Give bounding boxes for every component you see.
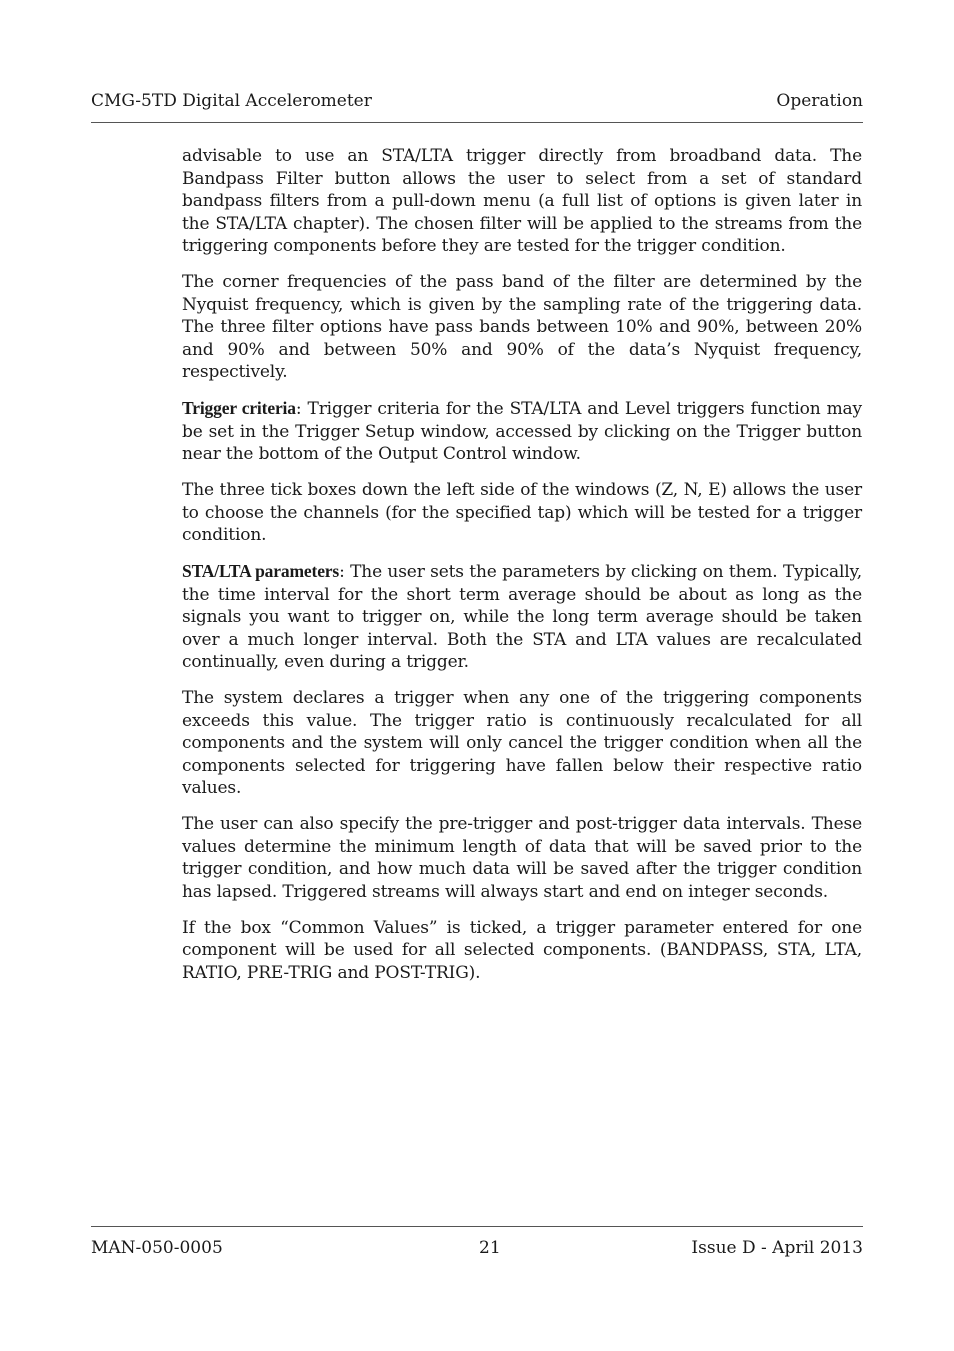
- paragraph-bandpass-filter: advisable to use an STA/LTA trigger directly from broadband data. The Bandpass Filter button allows the user to select from a set of standard bandpass filters from a pull-down menu (a full list of options is given later in the STA/LTA chapter). The chosen filter will be applied to the streams from the triggering components before they are tested for the trigger condition.: [182, 146, 862, 256]
- page-header: [91, 90, 863, 112]
- paragraph-sta-lta-parameters: [182, 560, 862, 674]
- paragraph-corner-frequencies: The corner frequencies of the pass band of the filter are determined by the Nyquist frequency, which is given by the sampling rate of the triggering data. The three filter options have pass bands between 10% and 90%, between 20% and 90% and between 50% and 90% of the data’s Nyquist frequency, respectively.: [182, 272, 862, 382]
- paragraph-trigger-criteria: [182, 397, 862, 466]
- body-text: [182, 145, 862, 998]
- document-title: CMG-5TD Digital Accelerometer: [91, 91, 372, 111]
- page-number: 21: [479, 1238, 501, 1258]
- sta-lta-parameters-text: : The user sets the parameters by clicking on them. Typically, the time interval for the short term average should be about as long as the signals you want to trigger on, while the long term average should be taken over a much longer interval. Both the STA and LTA values are recalculated continually, even during a trigger.: [182, 562, 862, 672]
- paragraph-common-values: If the box “Common Values” is ticked, a trigger parameter entered for one component will be used for all selected components. (BANDPASS, STA, LTA, RATIO, PRE-TRIG and POST-TRIG).: [182, 917, 862, 983]
- trigger-criteria-text: : Trigger criteria for the STA/LTA and Level triggers function may be set in the Trigger Setup window, accessed by clicking on the Trigger button near the bottom of the Output Control window.: [182, 399, 862, 464]
- page-footer: [91, 1237, 863, 1259]
- footer-rule: [91, 1226, 863, 1227]
- trigger-criteria-label: Trigger criteria: [182, 398, 296, 418]
- section-title: Operation: [776, 91, 863, 111]
- issue-date: Issue D - April 2013: [691, 1238, 863, 1258]
- document-number: MAN-050-0005: [91, 1238, 223, 1258]
- paragraph-trigger-intervals: The user can also specify the pre-trigger and post-trigger data intervals. These values determine the minimum length of data that will be saved prior to the trigger condition, and how much data will be saved after the trigger condition has lapsed. Triggered streams will always start and end on integer seconds.: [182, 814, 862, 902]
- sta-lta-parameters-label: STA/LTA parameters: [182, 561, 340, 581]
- header-rule: [91, 122, 863, 123]
- paragraph-tick-boxes: The three tick boxes down the left side of the windows (Z, N, E) allows the user to choose the channels (for the specified tap) which will be tested for a trigger condition.: [182, 480, 862, 545]
- paragraph-trigger-declaration: The system declares a trigger when any one of the triggering components exceeds this value. The trigger ratio is continuously recalculated for all components and the system will only cancel the trigger condition when all the components selected for triggering have fallen below their respective ratio values.: [182, 688, 862, 798]
